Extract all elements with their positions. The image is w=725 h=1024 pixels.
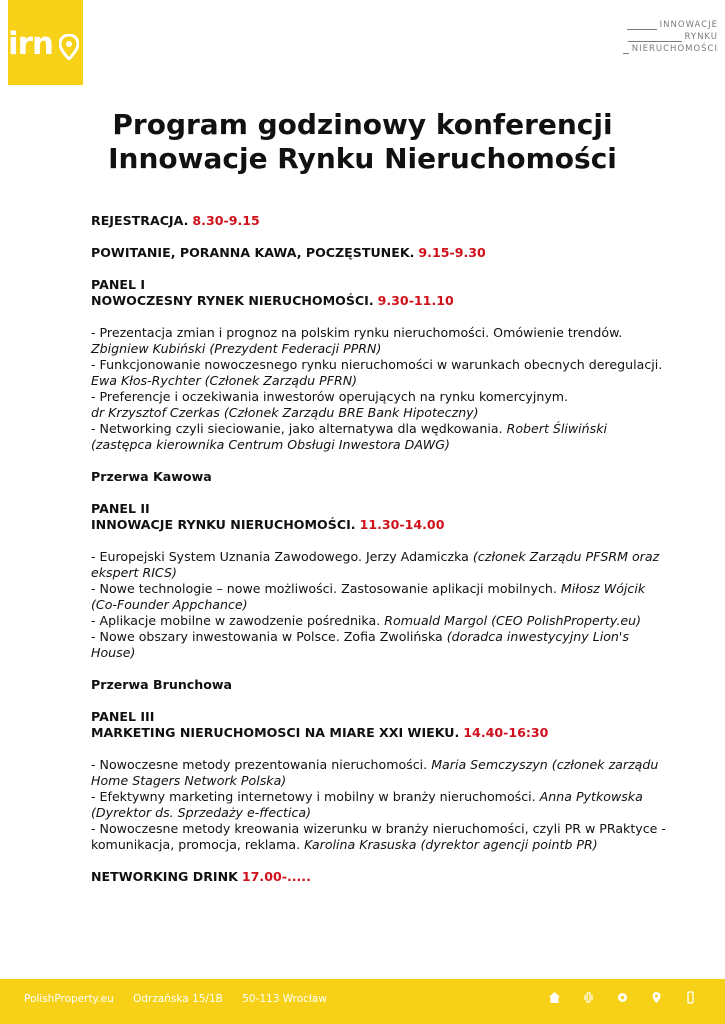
agenda-item xyxy=(91,821,671,853)
title-line-1: Program godzinowy konferencji xyxy=(112,108,613,141)
home-icon xyxy=(548,991,561,1004)
agenda-item xyxy=(91,613,671,629)
item-topic: - Nowoczesne metody prezentowania nieruchomości. xyxy=(91,757,428,772)
mobile-phone-icon xyxy=(684,991,697,1004)
panel-1-heading: PANEL I xyxy=(91,277,146,292)
brand-word: RYNKU xyxy=(684,32,718,42)
location-pin-icon xyxy=(59,34,79,60)
brand-rule xyxy=(627,20,657,30)
item-topic: - Nowoczesne metody kreowania wizerunku w branży nieruchomości, czyli PR w PRaktyce - komunikacja, promocja, reklama. xyxy=(91,821,666,852)
registration-time: 8.30-9.15 xyxy=(192,213,260,228)
brand-rule xyxy=(623,44,629,54)
item-topic: - Aplikacje mobilne w zawodzenie pośrednika. xyxy=(91,613,381,628)
agenda-item xyxy=(91,581,671,613)
item-speaker: (członek Zarządu PFSRM oraz ekspert RICS) xyxy=(91,549,660,580)
panel-1-time: 9.30-11.10 xyxy=(377,293,454,308)
settings-icon xyxy=(616,991,629,1004)
panel-2-heading: PANEL II xyxy=(91,501,150,516)
item-topic: - Europejski System Uznania Zawodowego. Jerzy Adamiczka xyxy=(91,549,469,564)
footer-bar xyxy=(0,979,725,1024)
item-topic: - Nowe technologie – nowe możliwości. Zastosowanie aplikacji mobilnych. xyxy=(91,581,557,596)
footer-street: Odrzańska 15/1B xyxy=(133,993,223,1005)
footer-icons xyxy=(548,991,697,1004)
agenda xyxy=(91,213,671,885)
panel-2-title-row xyxy=(91,517,671,533)
networking-row xyxy=(91,869,671,885)
agenda-item xyxy=(91,789,671,821)
agenda-item xyxy=(91,757,671,789)
welcome-row xyxy=(91,245,671,261)
break-brunch: Przerwa Brunchowa xyxy=(91,677,232,692)
panel-3-title: MARKETING NIERUCHOMOSCI NA MIARE XXI WIEKU. xyxy=(91,725,460,740)
page-title xyxy=(0,108,725,176)
footer-contact xyxy=(24,993,343,1005)
brand-rule xyxy=(628,32,682,42)
brand-line xyxy=(622,30,718,42)
panel-2-time: 11.30-14.00 xyxy=(359,517,445,532)
item-speaker: Anna Pytkowska (Dyrektor ds. Sprzedaży e-ffectica) xyxy=(91,789,643,820)
brand-word: INNOWACJE xyxy=(659,20,718,30)
footer-city: 50-113 Wrocław xyxy=(242,993,327,1005)
panel-1-title: NOWOCZESNY RYNEK NIERUCHOMOŚCI. xyxy=(91,293,374,308)
title-line-2: Innowacje Rynku Nieruchomości xyxy=(108,142,617,175)
brand-wordmark xyxy=(622,18,718,54)
panel-3-time: 14.40-16:30 xyxy=(463,725,549,740)
agenda-item xyxy=(91,357,671,389)
item-topic: - Networking czyli sieciowanie, jako alternatywa dla wędkowania. xyxy=(91,421,503,436)
item-speaker: dr Krzysztof Czerkas (Członek Zarządu BRE Bank Hipoteczny) xyxy=(91,405,479,420)
agenda-item xyxy=(91,629,671,661)
location-pin-icon xyxy=(650,991,663,1004)
brand-line xyxy=(622,18,718,30)
item-topic: - Nowe obszary inwestowania w Polsce. Zofia Zwolińska xyxy=(91,629,443,644)
agenda-item xyxy=(91,421,671,453)
registration-row xyxy=(91,213,671,229)
panel-2-title: INNOWACJE RYNKU NIERUCHOMOŚCI. xyxy=(91,517,356,532)
brand-word: NIERUCHOMOŚCI xyxy=(631,44,718,54)
agenda-item xyxy=(91,549,671,581)
welcome-label: POWITANIE, PORANNA KAWA, POCZĘSTUNEK. xyxy=(91,245,415,260)
logo-text: irn xyxy=(8,26,53,62)
item-topic: - Funkcjonowanie nowoczesnego rynku nieruchomości w warunkach obecnych deregulacji. xyxy=(91,357,663,372)
panel-3-title-row xyxy=(91,725,671,741)
agenda-item xyxy=(91,325,671,357)
item-speaker: Ewa Kłos-Rychter (Członek Zarządu PFRN) xyxy=(91,373,358,388)
registration-label: REJESTRACJA. xyxy=(91,213,189,228)
item-speaker: Robert Śliwiński (zastępca kierownika Centrum Obsługi Inwestora DAWG) xyxy=(91,421,608,452)
item-speaker: Karolina Krasuska (dyrektor agencji pointb PR) xyxy=(304,837,598,852)
networking-label: NETWORKING DRINK xyxy=(91,869,238,884)
item-speaker: Zbigniew Kubiński (Prezydent Federacji PPRN) xyxy=(91,341,382,356)
welcome-time: 9.15-9.30 xyxy=(418,245,486,260)
brand-line xyxy=(622,42,718,54)
item-topic: - Efektywny marketing internetowy i mobilny w branży nieruchomości. xyxy=(91,789,536,804)
agenda-item xyxy=(91,389,671,421)
panel-1-title-row xyxy=(91,293,671,309)
vibrate-icon xyxy=(582,991,595,1004)
item-topic: - Preferencje i oczekiwania inwestorów operujących na rynku komercyjnym. xyxy=(91,389,569,404)
footer-website[interactable]: PolishProperty.eu xyxy=(24,993,114,1005)
item-speaker: Romuald Margol (CEO PolishProperty.eu) xyxy=(384,613,641,628)
break-coffee: Przerwa Kawowa xyxy=(91,469,212,484)
item-topic: - Prezentacja zmian i prognoz na polskim rynku nieruchomości. Omówienie trendów. xyxy=(91,325,623,340)
item-speaker: Miłosz Wójcik (Co-Founder Appchance) xyxy=(91,581,646,612)
item-speaker: (doradca inwestycyjny Lion's House) xyxy=(91,629,629,660)
panel-3-heading: PANEL III xyxy=(91,709,155,724)
networking-time: 17.00-..... xyxy=(241,869,311,884)
irn-logo xyxy=(8,0,83,85)
item-speaker: Maria Semczyszyn (członek zarządu Home Stagers Network Polska) xyxy=(91,757,659,788)
